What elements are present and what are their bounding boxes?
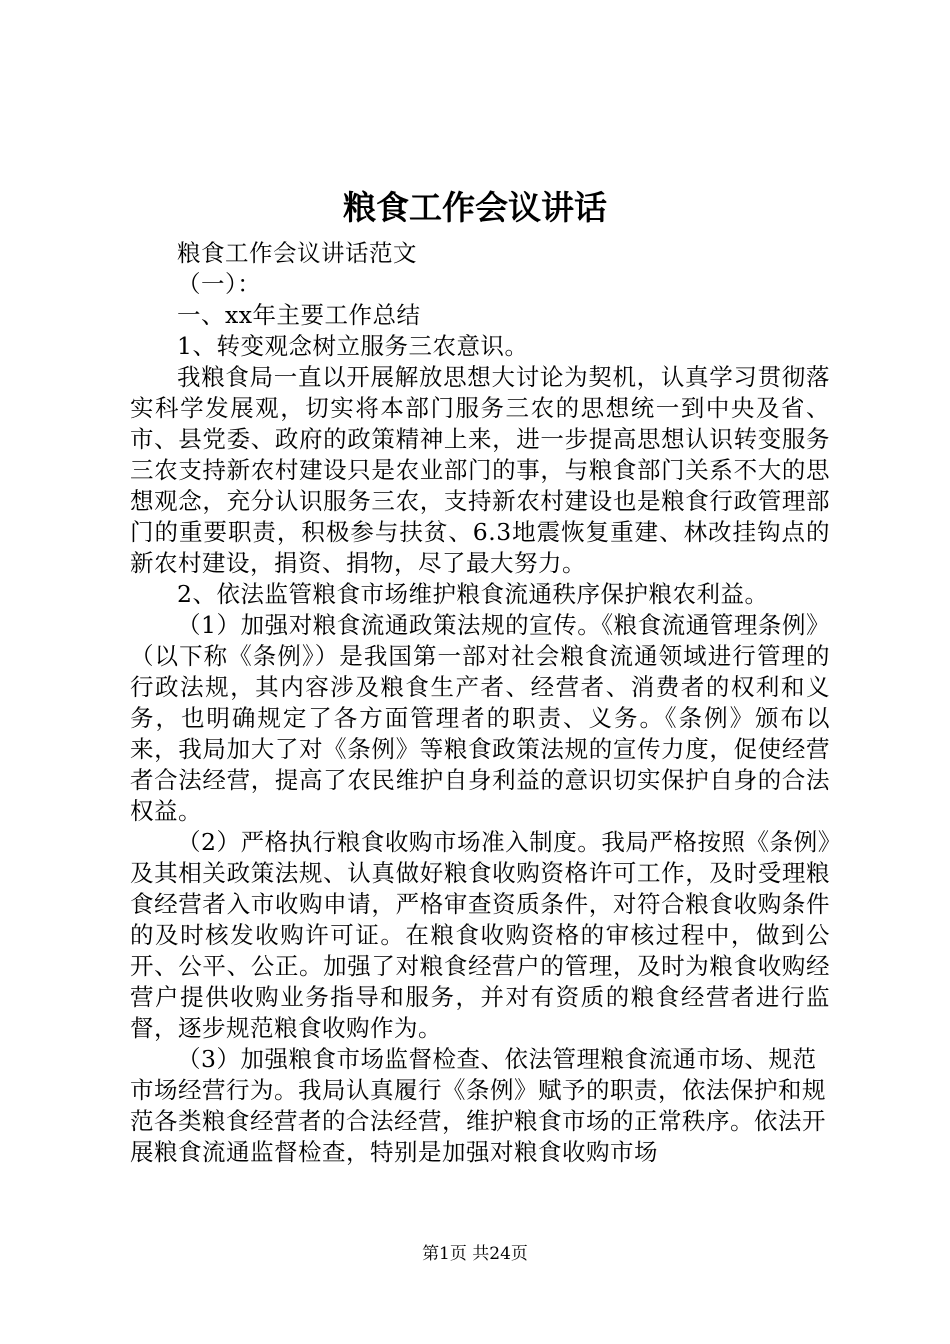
page-footer: 第1页 共24页: [422, 1244, 528, 1264]
section-marker: （一）：: [177, 270, 262, 298]
section-heading: 一、xx年主要工作总结: [177, 301, 421, 329]
body-paragraph-1: 我粮食局一直以开展解放思想大讨论为契机，认真学习贯彻落实科学发展观，切实将本部门服务三农的思想统一到中央及省、市、县党委、政府的政策精神上来，进一步提高思想认识转变服务三农支持新农村建设只是农业部门的事，与粮食部门关系不大的思想观念，充分认识服务三农，支持新农村建设也是粮食行政管理部门的重要职责，积极参与扶贫、6.3地震恢复重建、林改挂钩点的新农村建设，捐资、捐物，尽了最大努力。: [130, 363, 830, 577]
document-body: [130, 238, 830, 1168]
body-paragraph-3: （2）严格执行粮食收购市场准入制度。我局严格按照《条例》及其相关政策法规、认真做好粮食收购资格许可工作，及时受理粮食经营者入市收购申请，严格审查资质条件，对符合粮食收购条件的及时核发收购许可证。在粮食收购资格的审核过程中，做到公开、公平、公正。加强了对粮食经营户的管理，及时为粮食收购经营户提供收购业务指导和服务，并对有资质的粮食经营者进行监督，逐步规范粮食收购作为。: [130, 828, 830, 1042]
subtitle-line: 粮食工作会议讲话范文: [177, 239, 417, 267]
body-paragraph-4: （3）加强粮食市场监督检查、依法管理粮食流通市场、规范市场经营行为。我局认真履行《条例》赋予的职责，依法保护和规范各类粮食经营者的合法经营，维护粮食市场的正常秩序。依法开展粮食流通监督检查，特别是加强对粮食收购市场: [130, 1045, 826, 1166]
body-paragraph-2: （1）加强对粮食流通政策法规的宣传。《粮食流通管理条例》（以下称《条例》）是我国第一部对社会粮食流通领域进行管理的行政法规，其内容涉及粮食生产者、经营者、消费者的权利和义务，也明确规定了各方面管理者的职责、义务。《条例》颁布以来，我局加大了对《条例》等粮食政策法规的宣传力度，促使经营者合法经营，提高了农民维护自身利益的意识切实保护自身的合法权益。: [130, 611, 830, 825]
item-heading-1: 1、转变观念树立服务三农意识。: [177, 332, 529, 360]
item-heading-2: 2、依法监管粮食市场维护粮食流通秩序保护粮农利益。: [177, 580, 769, 608]
document-title: 粮食工作会议讲话: [343, 188, 607, 227]
